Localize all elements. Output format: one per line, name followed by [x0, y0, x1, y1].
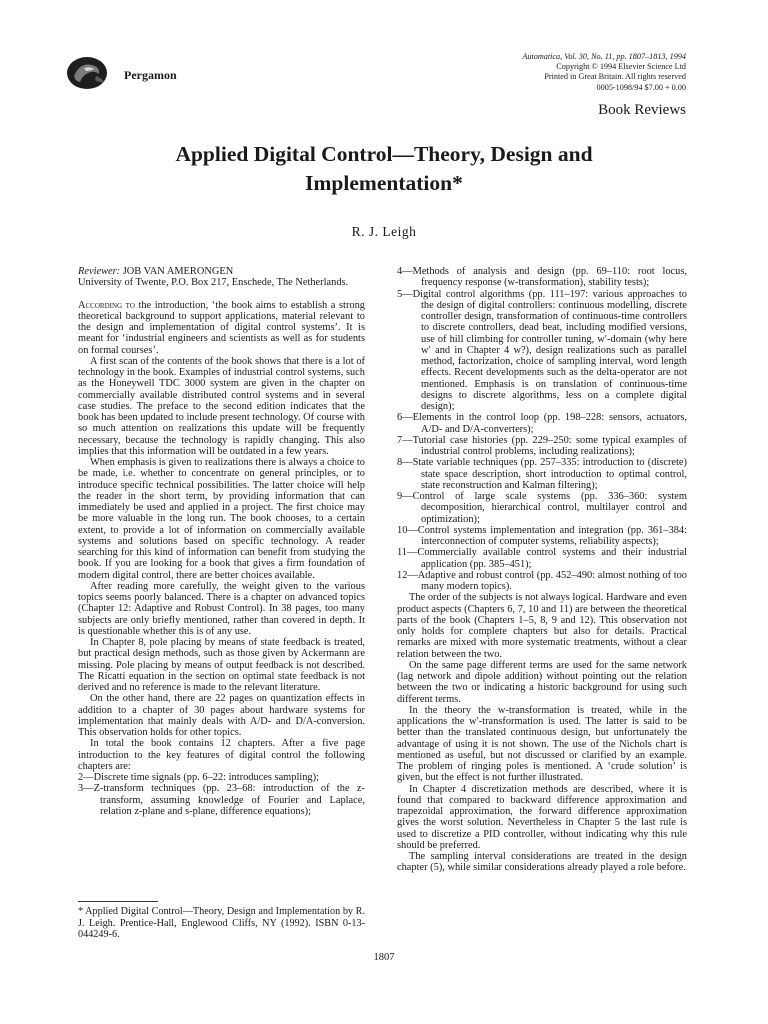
paragraph: When emphasis is given to realizations there is always a choice to be made, i.e. whether to concentrate on general principles, or to introduce specific technical possibilities. The latter choice will help the reader in the short term, by providing information that can immediately be used and applied in a project. The first choice may be more valuable in the long run. The book chooses, to a certain extent, to provide a lot of information on commercially available systems and solutions based on specific technology. A reader searching for this kind of information can benefit from studying the book. If you are looking for a book that gives a firm foundation of modern digital control, there are better choices available. — [78, 457, 365, 581]
paragraph: In Chapter 8, pole placing by means of state feedback is treated, but practical design methods, such as those given by Ackermann are missing. Pole placing by means of output feedback is not described. The Ricatti equation in the section on optimal state feedback is not derived and no reference is made to the relevant literature. — [78, 637, 365, 693]
paragraph: The sampling interval considerations are treated in the design chapter (5), while similar considerations already played a role before. — [397, 851, 687, 874]
chapter-item: 10—Control systems implementation and integration (pp. 361–384: interconnection of computer systems, reliability aspects); — [397, 524, 687, 547]
paragraph: According to the introduction, ‘the book aims to establish a strong theoretical background to support applications, material relevant to the design and implementation of digital control systems’. It is meant for ‘industrial engineers and scientists as well as for students on formal courses’. — [78, 299, 365, 356]
chapter-item: 3—Z-transform techniques (pp. 23–68: introduction of the z-transform, assuming knowledge of Fourier and Laplace, relation z-plane and s-plane, difference equations); — [78, 783, 365, 817]
issn-line: 0005-1098/94 $7.00 + 0.00 — [596, 82, 686, 92]
chapter-item: 5—Digital control algorithms (pp. 111–197: various approaches to the design of digital controllers: continuous modelling, discrete controller design, transformation of continuous-time controllers to discrete controllers, dead beat, including modified versions, use of hill climbing for controller tuning, w′-domain (why here w′ and in Chapter 4 w?), design realizations such as parallel method, factorization, choice of sampling interval, word length effects. Recent developments such as the delta-operator are not mentioned. Emphasis is on translation of continuous-time designs to discrete algorithms, less on a complete digital design); — [397, 288, 687, 412]
section-heading: Book Reviews — [598, 102, 686, 118]
journal-citation: Automatica, Vol. 30, No. 11, pp. 1807–1813, 1994 — [522, 52, 686, 61]
reviewer-name: JOB VAN AMERONGEN — [122, 266, 234, 277]
chapter-list — [78, 772, 365, 817]
footnote: * Applied Digital Control—Theory, Design and Implementation by R. J. Leigh. Prentice-Hall, Englewood Cliffs, NY (1992). ISBN 0-13-044249-6. — [78, 906, 365, 940]
reviewer-affiliation: University of Twente, P.O. Box 217, Enschede, The Netherlands. — [78, 277, 349, 289]
chapter-item: 7—Tutorial case histories (pp. 229–250: some typical examples of industrial control problems, including realizations); — [397, 434, 687, 457]
publisher-name: Pergamon — [124, 68, 177, 82]
pergamon-logo-icon — [66, 56, 112, 90]
title-line-1: Applied Digital Control—Theory, Design and — [175, 142, 593, 166]
paragraph: In total the book contains 12 chapters. After a five page introduction to the key features of digital control the following chapters are: — [78, 738, 365, 772]
copyright-line: Copyright © 1994 Elsevier Science Ltd — [556, 62, 686, 72]
right-column — [397, 266, 687, 874]
paragraph: The order of the subjects is not always logical. Hardware and even product aspects (Chapters 6, 7, 10 and 11) are between the theoretical parts of the book (Chapters 1–5, 8, 9 and 12). This observation not only holds for complete chapters but also for details. Practical remarks are mixed with more systematic treatments, without a clear relation between the two. — [397, 592, 687, 660]
page-number: 1807 — [373, 952, 395, 963]
chapter-item: 11—Commercially available control systems and their industrial application (pp. 385–451); — [397, 547, 687, 570]
paragraph: On the other hand, there are 22 pages on quantization effects in addition to a chapter of 30 pages about hardware systems for implementation that mainly deals with A/D- and D/A-conversion. This observation holds for other topics. — [78, 693, 365, 738]
paragraph: On the same page different terms are used for the same network (lag network and dipole addition) without pointing out the relation between the two or indicating a historic background for using such different terms. — [397, 659, 687, 705]
chapter-item: 6—Elements in the control loop (pp. 198–228: sensors, actuators, A/D- and D/A-converters); — [397, 412, 687, 435]
paragraph: After reading more carefully, the weight given to the various topics seems poorly balanced. There is a chapter on advanced topics (Chapter 12: Adaptive and Robust Control). In 38 pages, too many subjects are only briefly mentioned, rather than covered in depth. It is questionable whether this is of any use. — [78, 580, 365, 637]
chapter-item: 2—Discrete time signals (pp. 6–22: introduces sampling); — [78, 772, 319, 783]
printed-line: Printed in Great Britain. All rights reserved — [544, 72, 686, 82]
footnote-divider — [78, 901, 158, 902]
paragraph: A first scan of the contents of the book shows that there is a lot of technology in the book. Examples of industrial control systems, such as the Honeywell TDC 3000 system are given in the chapter on commercially available distributed control systems and in several case studies. The preface to the second edition indicates that the book has been updated to include present technology. Of course with so much attention on realizations this update will be frequently necessary, because the technology is rapidly changing. This also implies that this information will be outdated in a few years. — [78, 355, 365, 457]
chapter-list — [397, 266, 687, 592]
reviewer-block — [78, 266, 365, 289]
title-line-2: Implementation* — [305, 171, 463, 195]
reviewer-label: Reviewer: — [78, 266, 121, 277]
chapter-item: 4—Methods of analysis and design (pp. 69–110: root locus, frequency response (w-transformation), stability tests); — [397, 266, 687, 289]
left-column — [78, 266, 365, 817]
review-title — [80, 140, 688, 198]
book-author: R. J. Leigh — [351, 224, 417, 239]
chapter-item: 8—State variable techniques (pp. 257–335: introduction to (discrete) state space description, short introduction to optimal control, state reconstruction and Kalman filtering); — [397, 457, 687, 491]
paragraph: In Chapter 4 discretization methods are described, where it is found that compared to backward difference approximation and trapezoidal approximation, the forward difference approximation gives the worst solution. Nevertheless in Chapter 5 the last rule is used to discretize a PID controller, without indicating why this rule should be preferred. — [397, 783, 687, 851]
paragraph: In the theory the w-transformation is treated, while in the applications the w′-transformation is used. The latter is said to be better than the translated continuous design, but unfortunately the advantage of using it is not shown. The use of the Nichols chart is mentioned as useful, but not discussed or clarified by an example. The problem of ringing poles is mentioned. A ‘crude solution’ is given, but the effect is not further illustrated. — [397, 704, 687, 784]
lead-in: According to — [78, 299, 135, 311]
journal-info — [386, 52, 686, 93]
chapter-item: 12—Adaptive and robust control (pp. 452–490: almost nothing of too many modern topics). — [397, 569, 687, 592]
chapter-item: 9—Control of large scale systems (pp. 336–360: system decomposition, hierarchical control, multilayer control and optimization); — [397, 491, 687, 525]
